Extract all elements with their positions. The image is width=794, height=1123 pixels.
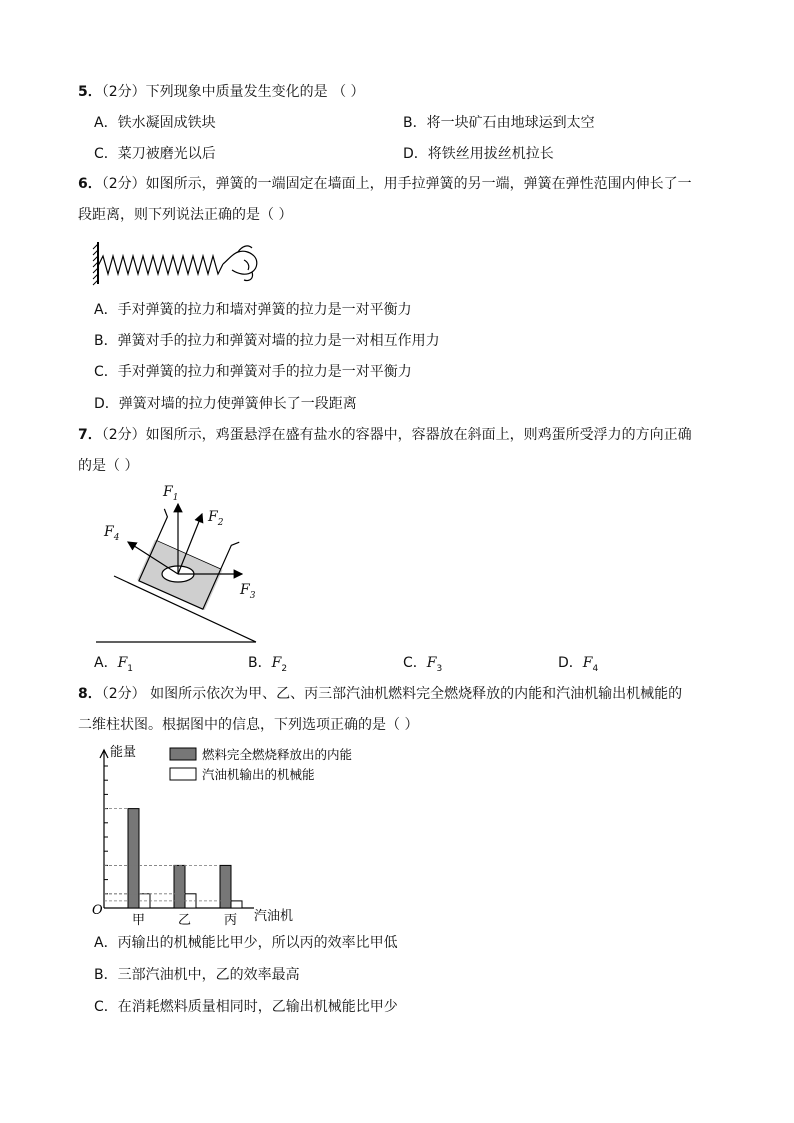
q8-stem-line2: 二维柱状图。根据图中的信息，下列选项正确的是（ ） (78, 717, 419, 733)
q8-option-c: C．在消耗燃料质量相同时，乙输出机械能比甲少 (94, 999, 398, 1015)
q6-option-d: D．弹簧对墙的拉力使弹簧伸长了一段距离 (94, 396, 357, 412)
q5-option-a: A．铁水凝固成铁块 (94, 115, 216, 131)
label-f3: $F_3$ (240, 582, 256, 601)
y-axis-label: 能量 (110, 745, 137, 760)
x-axis-label: 汽油机 (254, 909, 294, 924)
egg-incline-figure (92, 478, 292, 648)
q6-option-b: B．弹簧对手的拉力和弹簧对墙的拉力是一对相互作用力 (94, 333, 440, 349)
q8-option-b: B．三部汽油机中，乙的效率最高 (94, 967, 300, 983)
bar-2-3 (231, 901, 242, 908)
q6-stem-line2: 段距离，则下列说法正确的是（ ） (78, 207, 293, 223)
bar-1-3 (220, 865, 231, 908)
q7-stem-line1: 7．（2分）如图所示，鸡蛋悬浮在盛有盐水的容器中，容器放在斜面上，则鸡蛋所受浮力的方向正确 (78, 427, 692, 443)
q7-option-c: C．$F_3$ (403, 655, 443, 674)
q6-stem-line1: 6．（2分）如图所示，弹簧的一端固定在墙面上，用手拉弹簧的另一端，弹簧在弹性范围内伸长了一 (78, 176, 692, 192)
legend-swatch-2 (170, 768, 196, 780)
q5-option-d: D．将铁丝用拔丝机拉长 (403, 146, 554, 162)
spring-figure (92, 240, 272, 290)
q6-option-c: C．手对弹簧的拉力和弹簧对手的拉力是一对平衡力 (94, 364, 412, 380)
label-f1: $F_1$ (163, 484, 179, 503)
legend-label-2: 汽油机输出的机械能 (202, 767, 315, 782)
q5-stem: 5．（2分）下列现象中质量发生变化的是 （ ） (78, 84, 365, 100)
hand-icon (223, 246, 257, 281)
legend-label-1: 燃料完全燃烧释放出的内能 (202, 747, 353, 762)
bar-1-2 (174, 865, 185, 908)
q7-option-b: B．$F_2$ (248, 655, 288, 674)
spring (98, 256, 223, 274)
legend-swatch-1 (170, 748, 196, 760)
q6-option-a: A．手对弹簧的拉力和墙对弹簧的拉力是一对平衡力 (94, 302, 412, 318)
q5-option-b: B．将一块矿石由地球运到太空 (403, 115, 595, 131)
energy-bar-chart (88, 738, 353, 928)
q7-stem-line2: 的是（ ） (78, 458, 139, 474)
x-tick-label-2: 乙 (178, 913, 192, 928)
label-f2: $F_2$ (208, 509, 224, 528)
label-f4: $F_4$ (104, 524, 120, 543)
x-tick-label-3: 丙 (224, 913, 238, 928)
q8-stem-line1: 8．（2分） 如图所示依次为甲、乙、丙三部汽油机燃料完全燃烧释放的内能和汽油机输出机械能的 (78, 686, 683, 702)
q5-option-c: C．菜刀被磨光以后 (94, 146, 216, 162)
q7-option-d: D．$F_4$ (558, 655, 599, 674)
q8-option-a: A．丙输出的机械能比甲少，所以丙的效率比甲低 (94, 935, 398, 951)
origin-label: O (92, 903, 103, 918)
x-tick-label-1: 甲 (132, 913, 146, 928)
bar-1-1 (128, 809, 139, 908)
q7-option-a: A．$F_1$ (94, 655, 134, 674)
